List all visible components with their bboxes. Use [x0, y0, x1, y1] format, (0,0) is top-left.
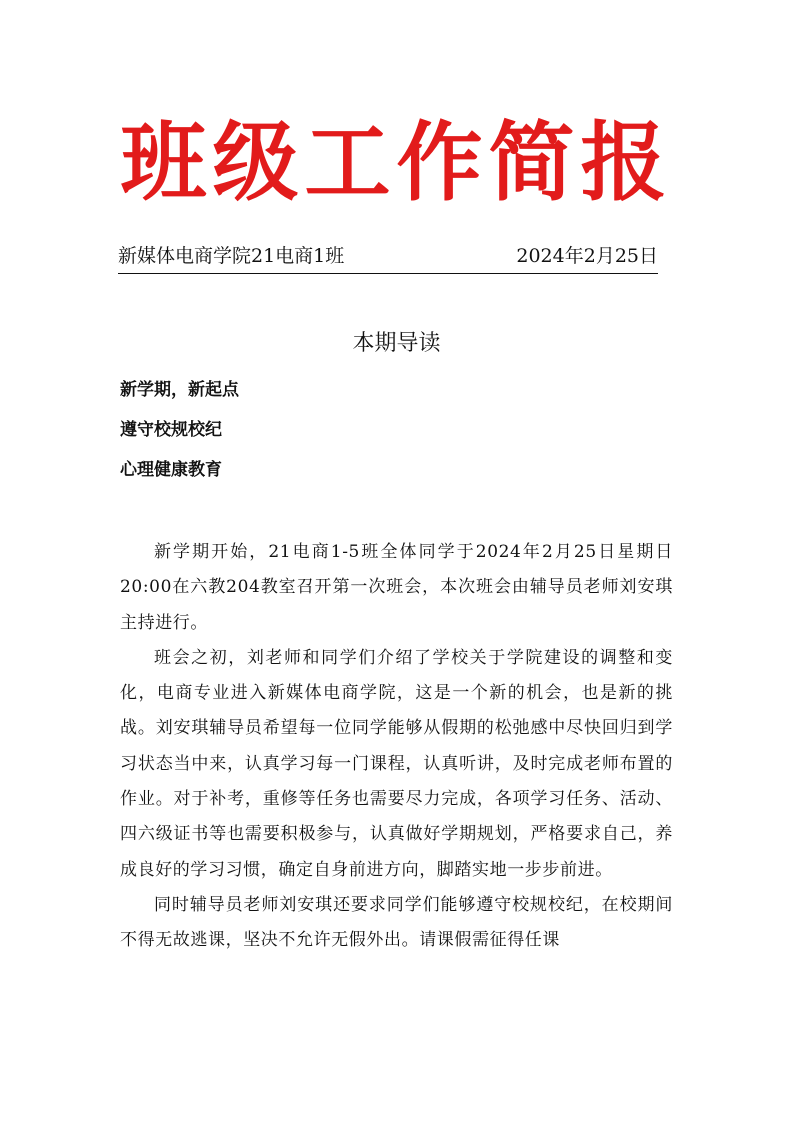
toc-item: 心理健康教育: [120, 460, 222, 480]
issue-line: [118, 243, 658, 274]
toc-list: [120, 370, 239, 490]
issue-organization: 新媒体电商学院21电商1班: [118, 245, 345, 267]
article-paragraph: 同时辅导员老师刘安琪还要求同学们能够遵守校规校纪，在校期间不得无故逃课，坚决不允许无假外出。请课假需征得任课: [120, 894, 673, 951]
article-paragraph: 班会之初，刘老师和同学们介绍了学校关于学院建设的调整和变化，电商专业进入新媒体电商学院，这是一个新的机会，也是新的挑战。刘安琪辅导员希望每一位同学能够从假期的松弛感中尽快回归到学习状态当中来，认真学习每一门课程，认真听讲，及时完成老师布置的作业。对于补考，重修等任务也需要尽力完成，各项学习任务、活动、四六级证书等也需要积极参与，认真做好学期规划，严格要求自己，养成良好的学习习惯，确定自身前进方向，脚踏实地一步步前进。: [120, 647, 673, 880]
toc-item: 新学期，新起点: [120, 380, 239, 400]
toc-item: 遵守校规校纪: [120, 420, 222, 440]
article-paragraph: 新学期开始，21电商1-5班全体同学于2024年2月25日星期日20:00在六教204教室召开第一次班会，本次班会由辅导员老师刘安琪主持进行。: [120, 542, 673, 633]
masthead-title: 班级工作简报: [120, 112, 673, 213]
article-body: [120, 535, 673, 959]
issue-date: 2024年2月25日: [516, 245, 658, 267]
toc-heading: 本期导读: [352, 331, 441, 356]
